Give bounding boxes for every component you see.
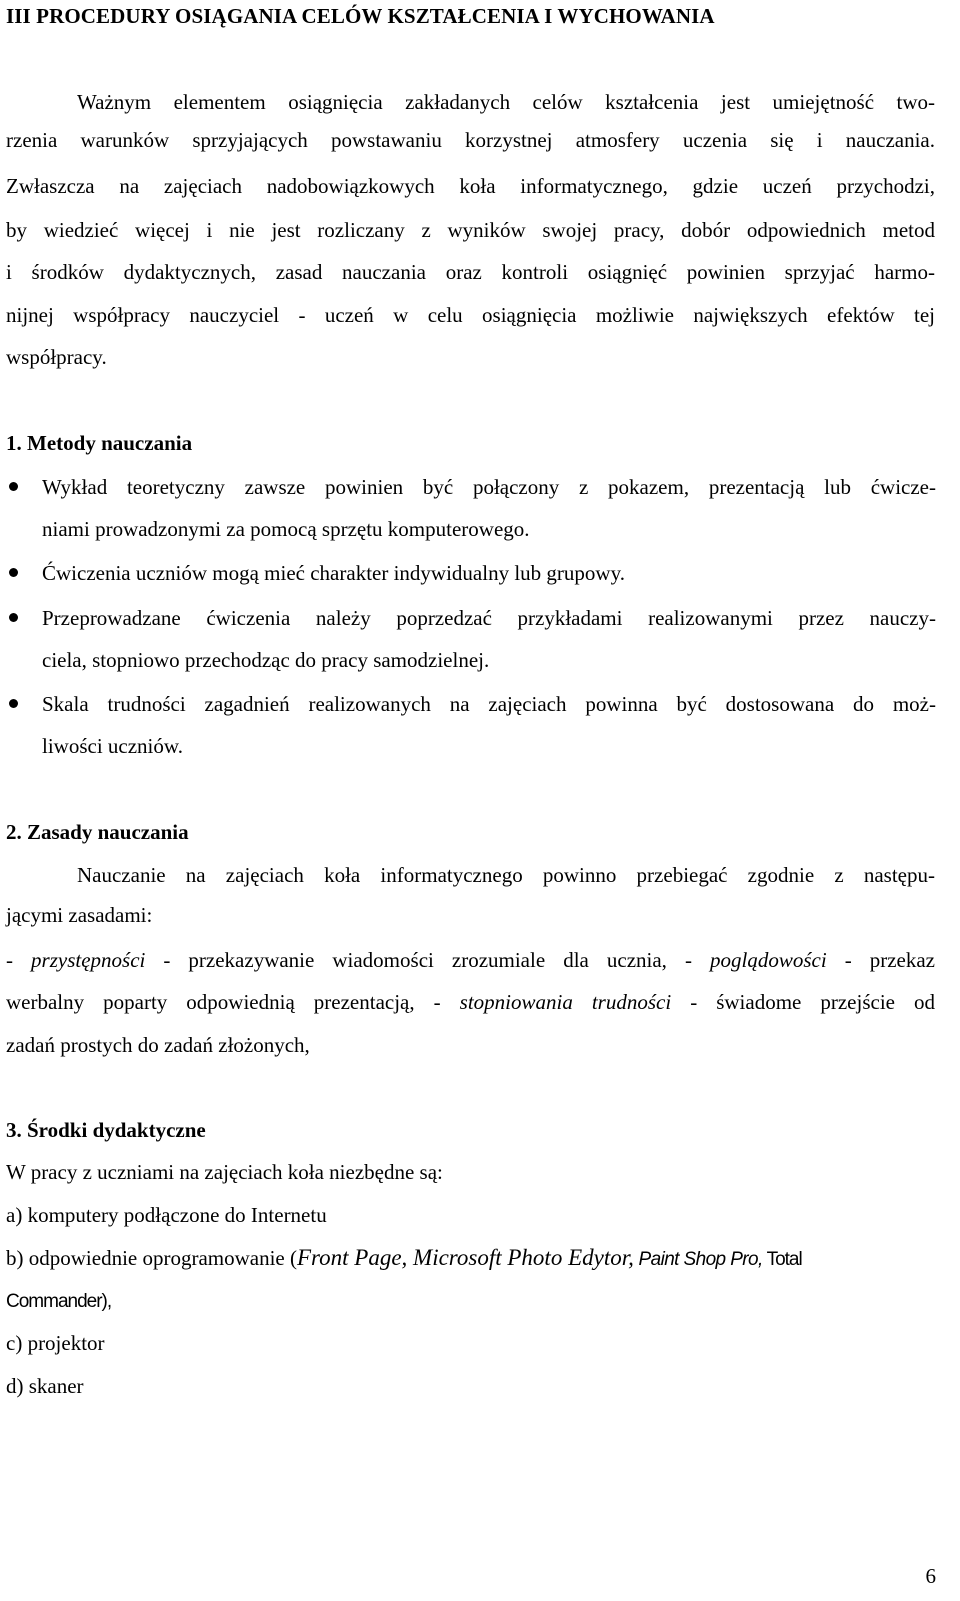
teaching-aid-item: c) projektor — [6, 1331, 105, 1355]
term-stopniowania-trudnosci: stopniowania trudności — [459, 990, 672, 1014]
list-item-line: Przeprowadzane ćwiczenia należy poprzedzać przykładami realizowanymi przez nauczy- — [42, 606, 936, 630]
intro-line: Ważnym elementem osiągnięcia zakładanych celów kształcenia jest umiejętność two- — [77, 90, 935, 114]
principles-text: - świadome przejście od — [671, 990, 935, 1014]
principles-line: zadań prostych do zadań złożonych, — [6, 1033, 310, 1057]
list-item-line: ciela, stopniowo przechodząc do pracy samodzielnej. — [42, 648, 490, 672]
teaching-aids-lead: W pracy z uczniami na zajęciach koła niezbędne są: — [6, 1160, 443, 1184]
intro-line: współpracy. — [6, 345, 107, 369]
teaching-aid-item: a) komputery podłączone do Internetu — [6, 1203, 327, 1227]
principles-line: jącymi zasadami: — [6, 903, 153, 927]
teaching-aid-item-continued: Commander), — [6, 1291, 112, 1312]
dash-text: - — [6, 948, 32, 972]
chapter-title: III PROCEDURY OSIĄGANIA CELÓW KSZTAŁCENIA I WYCHOWANIA — [6, 4, 715, 28]
bullet-icon — [9, 568, 18, 577]
bullet-icon — [9, 699, 18, 708]
principles-line: Nauczanie na zajęciach koła informatycznego powinno przebiegać zgodnie z następu- — [77, 863, 935, 887]
section-heading-teaching-aids: 3. Środki dydaktyczne — [6, 1118, 206, 1142]
teaching-aid-item: d) skaner — [6, 1374, 84, 1398]
intro-line: Zwłaszcza na zajęciach nadobowiązkowych koła informatycznego, gdzie uczeń przychodzi, — [6, 174, 935, 198]
list-item-line: Ćwiczenia uczniów mogą mieć charakter indywidualny lub grupowy. — [42, 561, 625, 585]
list-item-line: liwości uczniów. — [42, 734, 183, 758]
section-heading-principles: 2. Zasady nauczania — [6, 820, 189, 844]
software-names: Paint Shop Pro, — [633, 1249, 763, 1270]
list-item-line: Skala trudności zagadnień realizowanych na zajęciach powinna być dostosowana do moż- — [42, 692, 936, 716]
page-number: 6 — [925, 1564, 936, 1588]
principles-line — [6, 990, 935, 1014]
principles-line — [6, 948, 935, 972]
list-item — [42, 597, 936, 681]
principles-text: - przekazywanie wiadomości zrozumiale dla ucznia, - — [145, 948, 710, 972]
teaching-aid-text: b) odpowiednie oprogramowanie ( — [6, 1246, 297, 1270]
software-names: Total — [762, 1249, 802, 1270]
bullet-icon — [9, 613, 18, 622]
list-item — [42, 552, 936, 594]
section-heading-methods: 1. Metody nauczania — [6, 431, 193, 455]
list-item-line: niami prowadzonymi za pomocą sprzętu komputerowego. — [42, 517, 530, 541]
term-przystepnosci: przystępności — [31, 948, 146, 972]
intro-line: i środków dydaktycznych, zasad nauczania oraz kontroli osiągnięć powinien sprzyjać harmo- — [6, 260, 935, 284]
intro-line: by wiedzieć więcej i nie jest rozliczany z wyników swojej pracy, dobór odpowiednich metod — [6, 218, 935, 242]
principles-text: werbalny poparty odpowiednią prezentacją, - — [6, 990, 460, 1014]
intro-line: nijnej współpracy nauczyciel - uczeń w celu osiągnięcia możliwie największych efektów tej — [6, 303, 935, 327]
bullet-icon — [9, 482, 18, 491]
term-pogladowosci: poglądowości — [709, 948, 827, 972]
software-names: Front Page, Microsoft Photo Edytor, — [297, 1245, 634, 1270]
principles-text: - przekaz — [826, 948, 935, 972]
list-item — [42, 466, 936, 550]
teaching-aid-item — [6, 1246, 802, 1272]
intro-line: rzenia warunków sprzyjających powstawaniu korzystnej atmosfery uczenia się i nauczania. — [6, 128, 935, 152]
list-item — [42, 683, 936, 767]
list-item-line: Wykład teoretyczny zawsze powinien być połączony z pokazem, prezentacją lub ćwicze- — [42, 475, 936, 499]
